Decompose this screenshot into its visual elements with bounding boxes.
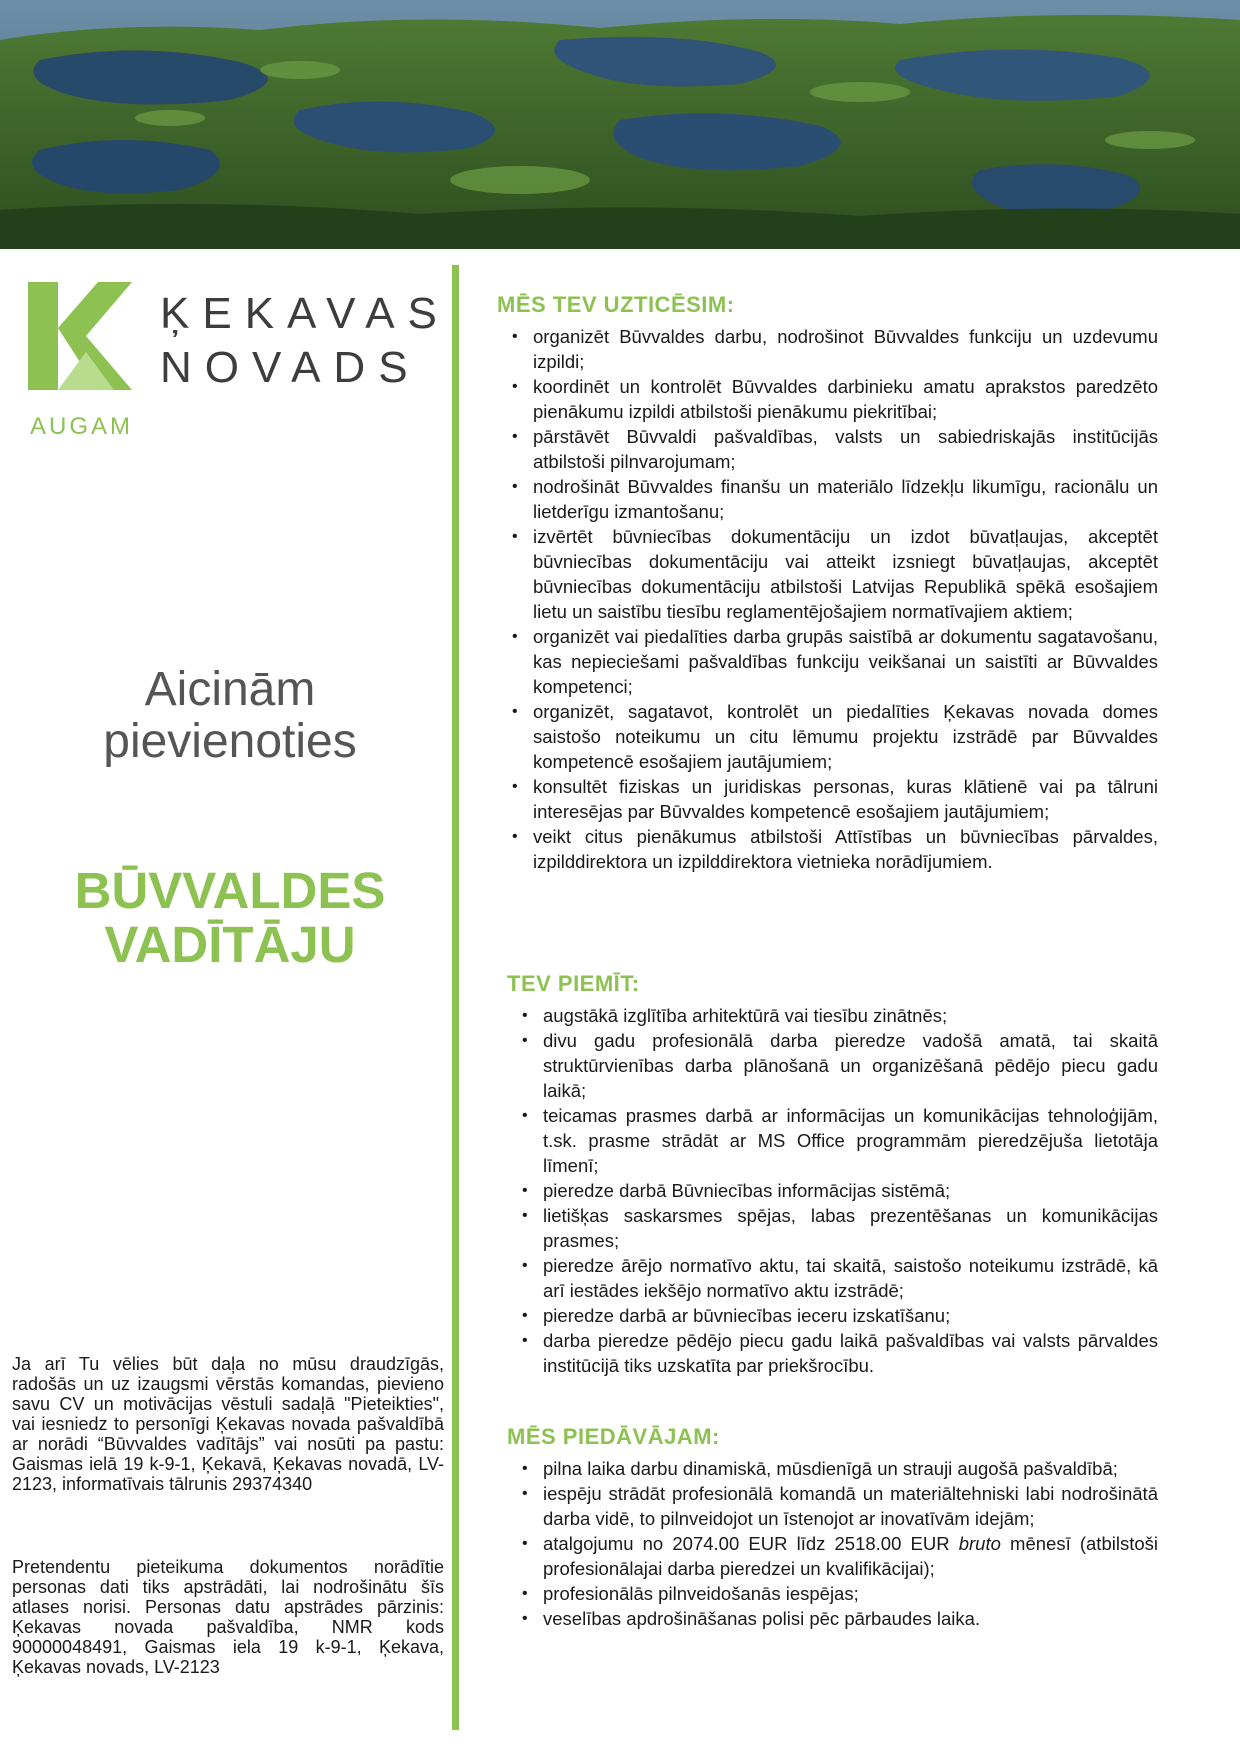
invite-line1: Aicinām — [144, 663, 316, 716]
list-item: • darba pieredze pēdējo piecu gadu laikā pašvaldības vai valsts pārvaldes institūcijā tiks uzskatīta par priekšrocību. — [514, 1328, 1158, 1378]
section-title-offer: MĒS PIEDĀVĀJAM: — [507, 1424, 720, 1449]
section-title-requirements: TEV PIEMĪT: — [507, 971, 640, 996]
position-line1: BŪVVALDES — [74, 862, 386, 919]
logo-k-mark-icon — [28, 282, 132, 390]
list-item: • veikt citus pienākumus atbilstoši Attīstības un būvniecības pārvaldes, izpilddirektora un izpilddirektora vietnieka norādījumiem. — [504, 824, 1158, 874]
list-item: • divu gadu profesionālā darba pieredze vadošā amatā, tai skaitā struktūrvienības darba plānošanā un organizēšanā pēdējo piecu gadu laikā; — [514, 1028, 1158, 1103]
responsibilities-list — [504, 324, 1158, 874]
list-item: • lietišķas saskarsmes spējas, labas prezentēšanas un komunikācijas prasmes; — [514, 1203, 1158, 1253]
list-item: • veselības apdrošināšanas polisi pēc pārbaudes laika. — [514, 1606, 1158, 1631]
offer-list — [514, 1456, 1158, 1631]
list-item: • iespēju strādāt profesionālā komandā un materiāltehniski labi nodrošinātā darba vidē, to pilnveidojot un īstenojot ar inovatīvām idejām; — [514, 1481, 1158, 1531]
requirements-list — [514, 1003, 1158, 1378]
position-title — [30, 864, 430, 972]
list-item: • konsultēt fiziskas un juridiskas personas, kuras klātienē vai pa tālruni interesējas par Būvvaldes kompetencē esošajiem jautājumiem; — [504, 774, 1158, 824]
list-item: • pārstāvēt Būvvaldi pašvaldības, valsts un sabiedriskajās institūcijās atbilstoši pilnvarojumam; — [504, 424, 1158, 474]
column-divider — [452, 265, 459, 1730]
logo-wordmark-line2: NOVADS — [160, 343, 421, 392]
list-item: • teicamas prasmes darbā ar informācijas un komunikācijas tehnoloģijām, t.sk. prasme strādāt ar MS Office programmām pieredzējuša lietotāja līmenī; — [514, 1103, 1158, 1178]
list-item: • atalgojumu no 2074.00 EUR līdz 2518.00 EUR bruto mēnesī (atbilstoši profesionālajai darba pieredzei un kvalifikācijai); — [514, 1531, 1158, 1581]
hero-landscape-image — [0, 0, 1240, 249]
application-instructions: Ja arī Tu vēlies būt daļa no mūsu draudzīgās, radošās un uz izaugsmi vērstās komandas, pievieno savu CV un motivācijas vēstuli sadaļā "Pieteikties", vai iesniedz to personīgi Ķekavas novada pašvaldībā ar norādi “Būvvaldes vadītājs” vai nosūti pa pastu: Gaismas ielā 19 k-9-1, Ķekavā, Ķekavas novadā, LV-2123, informatīvais tālrunis 29374340 — [12, 1354, 444, 1494]
list-item: • profesionālās pilnveidošanās iespējas; — [514, 1581, 1158, 1606]
list-item: • augstākā izglītība arhitektūrā vai tiesību zinātnēs; — [514, 1003, 1158, 1028]
position-line2: VADĪTĀJU — [104, 916, 356, 973]
invite-line2: pievienoties — [103, 715, 357, 768]
logo-wordmark-line1: ĶEKAVAS — [160, 289, 450, 338]
list-item: • pieredze darbā Būvniecības informācijas sistēmā; — [514, 1178, 1158, 1203]
list-item: • izvērtēt būvniecības dokumentāciju un izdot būvatļaujas, akceptēt būvniecības dokumentāciju vai atteikt izsniegt būvatļaujas, akceptēt būvniecības dokumentāciju atbilstoši Latvijas Republikā spēkā esošajiem lietu un saistību tiesību reglamentējošajiem normatīvajiem aktiem; — [504, 524, 1158, 624]
list-item: • nodrošināt Būvvaldes finanšu un materiālo līdzekļu likumīgu, racionālu un lietderīgu izmantošanu; — [504, 474, 1158, 524]
list-item: • organizēt, sagatavot, kontrolēt un piedalīties Ķekavas novada domes saistošo noteikumu un citu lēmumu projektu izstrādē par Būvvaldes kompetencē esošajiem jautājumiem; — [504, 699, 1158, 774]
kekavas-novads-logo — [28, 282, 450, 442]
list-item: • koordinēt un kontrolēt Būvvaldes darbinieku amatu aprakstos paredzēto pienākumu izpildi atbilstoši pienākumu piekritībai; — [504, 374, 1158, 424]
section-title-responsibilities: MĒS TEV UZTICĒSIM: — [497, 292, 735, 317]
list-item: • organizēt Būvvaldes darbu, nodrošinot Būvvaldes funkciju un uzdevumu izpildi; — [504, 324, 1158, 374]
list-item: • pieredze ārējo normatīvo aktu, tai skaitā, saistošo noteikumu izstrādē, kā arī iestādes iekšējo normatīvo aktu izstrādē; — [514, 1253, 1158, 1303]
list-item: • pilna laika darbu dinamiskā, mūsdienīgā un strauji augošā pašvaldībā; — [514, 1456, 1158, 1481]
privacy-notice: Pretendentu pieteikuma dokumentos norādītie personas dati tiks apstrādāti, lai nodrošinātu šīs atlases norisi. Personas datu apstrādes pārzinis: Ķekavas novada pašvaldība, NMR kods 90000048491, Gaismas iela 19 k-9-1, Ķekava, Ķekavas novads, LV-2123 — [12, 1557, 444, 1677]
logo-tagline: AUGAM — [30, 413, 134, 440]
invite-heading — [40, 664, 420, 768]
list-item: • organizēt vai piedalīties darba grupās saistībā ar dokumentu sagatavošanu, kas nepieciešami pašvaldības funkciju veikšanai un saistīti ar Būvvaldes kompetenci; — [504, 624, 1158, 699]
list-item: • pieredze darbā ar būvniecības ieceru izskatīšanu; — [514, 1303, 1158, 1328]
